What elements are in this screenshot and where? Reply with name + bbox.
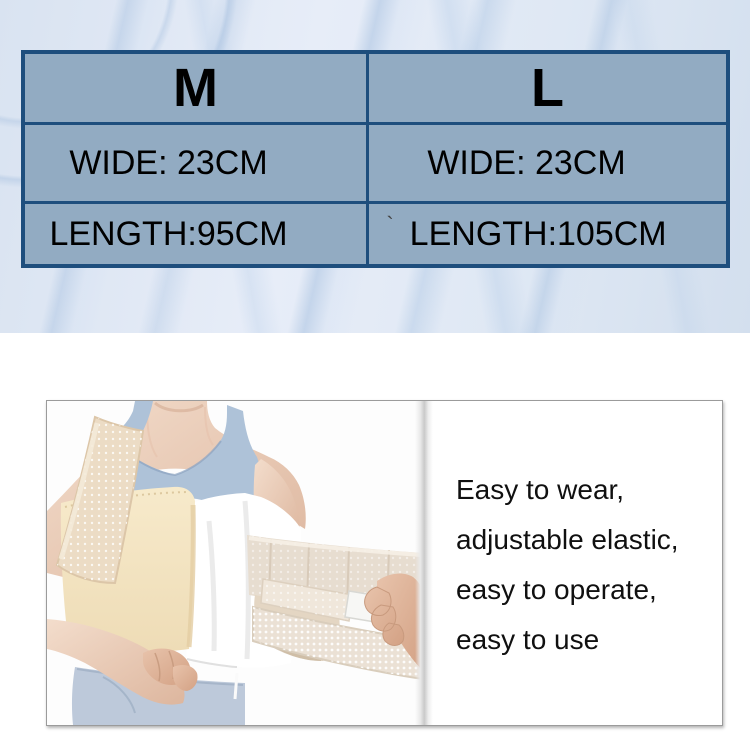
size-l-length-value: LENGTH:105CM <box>409 214 667 253</box>
size-table <box>21 50 730 268</box>
size-m-length-cell <box>25 204 366 264</box>
size-table-header-m <box>25 54 366 122</box>
caption-line-2: adjustable elastic, <box>456 524 679 555</box>
stray-tick-mark: ` <box>386 212 394 237</box>
size-m-label: M <box>173 58 218 118</box>
size-l-wide-cell <box>369 125 726 201</box>
photo-woman-wearing-shoulder-brace <box>47 401 423 725</box>
size-m-wide-cell <box>25 125 366 201</box>
size-m-length-value: LENGTH:95CM <box>49 214 288 253</box>
size-l-wide-value: WIDE: 23CM <box>427 143 626 182</box>
size-l-label: L <box>531 58 564 118</box>
product-caption <box>430 465 722 665</box>
product-photo-panel <box>46 400 723 726</box>
size-table-header-l <box>369 54 726 122</box>
caption-line-1: Easy to wear, <box>456 474 625 505</box>
caption-line-4: easy to use <box>456 624 600 655</box>
drawstring <box>235 673 237 699</box>
size-m-wide-value: WIDE: 23CM <box>69 143 268 182</box>
size-l-length-cell <box>369 204 726 264</box>
hero-background <box>0 0 750 333</box>
caption-line-3: easy to operate, <box>456 574 657 605</box>
